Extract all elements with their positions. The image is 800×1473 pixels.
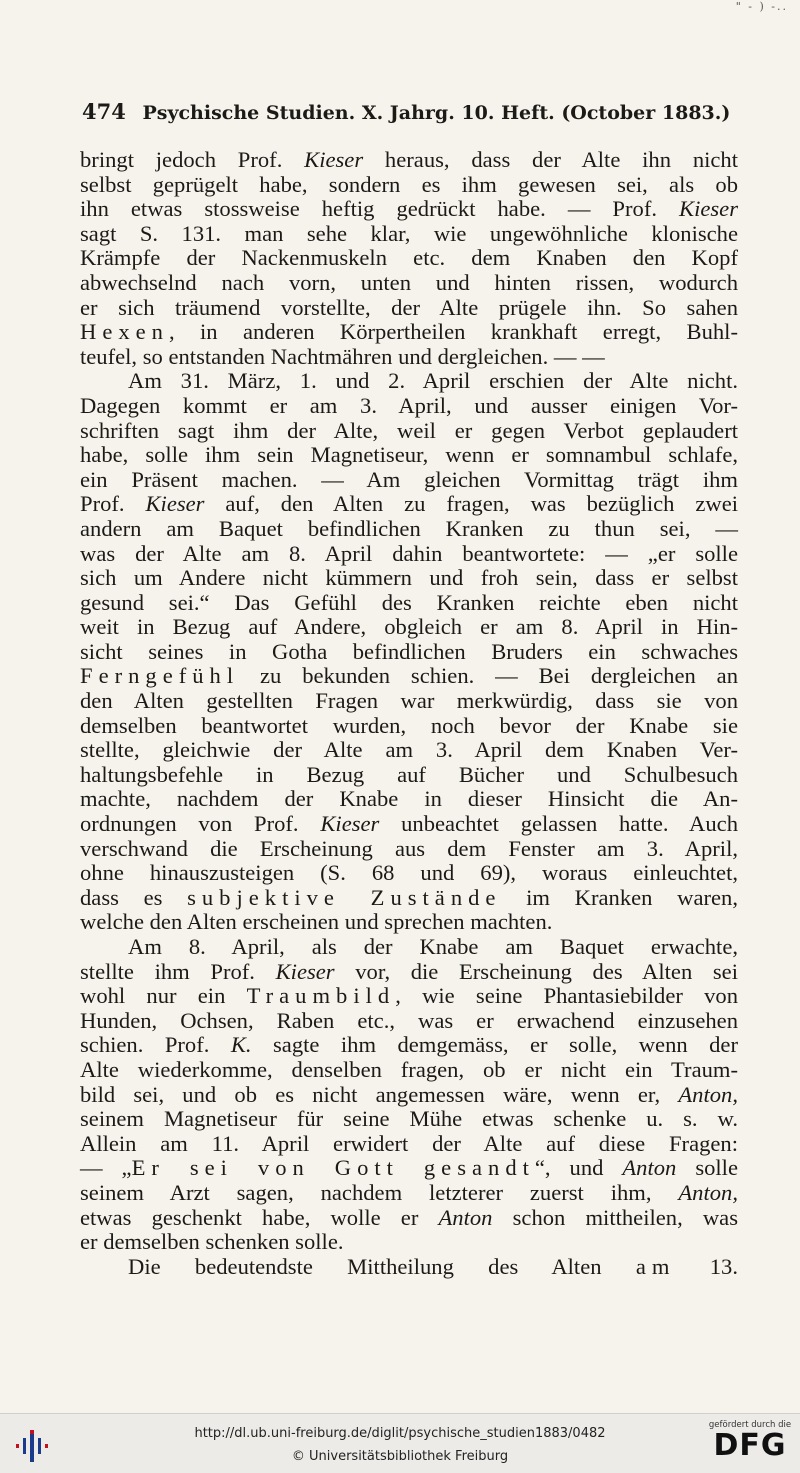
dfg-logo-icon <box>708 1420 792 1470</box>
italic-name: Kieser <box>304 147 364 172</box>
text-line: machte, nachdem der Knabe in dieser Hinsicht die An- <box>80 786 738 812</box>
text-line: Hexen, in anderen Körpertheilen krankhaft erregt, Buhl- <box>80 319 738 345</box>
text-line: Am 31. März, 1. und 2. April erschien der Alte nicht. <box>128 368 738 394</box>
text-line: demselben beantwortet wurden, noch bevor der Knabe sie <box>80 712 738 738</box>
text-line: bringt jedoch Prof. Kieser heraus, dass der Alte ihn nicht <box>80 147 738 172</box>
text-line: teufel, so entstanden Nachtmähren und dergleichen. — — <box>80 343 605 369</box>
italic-name: Anton, <box>678 1179 738 1205</box>
spaced-emphasis: am <box>635 1253 676 1279</box>
text-line: was der Alte am 8. April dahin beantwortete: — „er solle <box>80 540 738 566</box>
spaced-emphasis: Ferngefühl <box>80 663 240 689</box>
text-line: ordnungen von Prof. Kieser unbeachtet gelassen hatte. Auch <box>80 811 738 837</box>
spaced-emphasis: subjektive Zustände <box>187 884 502 910</box>
sponsor-caption: gefördert durch die <box>708 1420 792 1430</box>
text-line: Alte wiederkomme, denselben fragen, ob er nicht ein Traum- <box>80 1056 738 1082</box>
italic-name: Kieser <box>679 196 738 222</box>
text-line: ohne hinauszusteigen (S. 68 und 69), woraus einleuchtet, <box>80 860 738 886</box>
corner-mark: " - ) -.. <box>735 0 788 13</box>
text-line: Allein am 11. April erwidert der Alte auf diese Fragen: <box>80 1130 738 1156</box>
text-line: Prof. Kieser auf, den Alten zu fragen, was bezüglich zwei <box>80 491 738 517</box>
italic-name: Kieser <box>145 491 205 517</box>
text-line: er sich träumend vorstellte, der Alte prügele ihn. So sahen <box>80 294 738 320</box>
running-head <box>82 99 742 124</box>
body-text <box>80 148 738 1279</box>
text-line: weit in Bezug auf Andere, obgleich er am 8. April in Hin- <box>80 614 738 640</box>
text-line: sich um Andere nicht kümmern und froh sein, dass er selbst <box>80 565 738 591</box>
text-line: bild sei, und ob es nicht angemessen wäre, wenn er, Anton, <box>80 1081 738 1107</box>
text-line: sagt S. 131. man sehe klar, wie ungewöhnliche klonische <box>80 220 738 246</box>
journal-title: Psychische Studien. X. Jahrg. 10. Heft. (October 1883.) <box>142 102 731 124</box>
text-line: seinem Arzt sagen, nachdem letzterer zuerst ihm, Anton, <box>80 1179 738 1205</box>
text-line: Dagegen kommt er am 3. April, und ausser einigen Vor- <box>80 392 738 418</box>
italic-name: Anton <box>438 1204 493 1230</box>
viewer-footer <box>0 1413 800 1473</box>
text-line: ein Präsent machen. — Am gleichen Vormittag trägt ihm <box>80 466 738 492</box>
italic-name: K. <box>230 1032 252 1058</box>
text-line: Die bedeutendste Mittheilung des Alten am 13. <box>128 1253 738 1279</box>
text-line: andern am Baquet befindlichen Kranken zu thun sei, — <box>80 515 738 541</box>
document-url[interactable]: http://dl.ub.uni-freiburg.de/diglit/psychische_studien1883/0482 <box>194 1426 606 1441</box>
copyright-notice: © Universitätsbibliothek Freiburg <box>291 1449 509 1464</box>
italic-name: Anton <box>622 1155 677 1181</box>
spaced-emphasis: Traumbild <box>246 983 396 1009</box>
text-line: — „Er sei von Gott gesandt“, und Anton solle <box>80 1155 738 1181</box>
text-line: schien. Prof. K. sagte ihm demgemäss, er solle, wenn der <box>80 1032 738 1058</box>
text-line: habe, solle ihm sein Magnetiseur, wenn er somnambul schlafe, <box>80 442 738 468</box>
spaced-emphasis: Er sei von Gott gesandt <box>131 1155 535 1181</box>
text-line: Krämpfe der Nackenmuskeln etc. dem Knaben den Kopf <box>80 245 738 271</box>
italic-name: Kieser <box>275 958 335 984</box>
text-line: abwechselnd nach vorn, unten und hinten rissen, wodurch <box>80 269 738 295</box>
text-line: sicht seines in Gotha befindlichen Bruders ein schwaches <box>80 638 738 664</box>
text-line: stellte ihm Prof. Kieser vor, die Erscheinung des Alten sei <box>80 958 738 984</box>
text-line: stellte, gleichwie der Alte am 3. April dem Knaben Ver- <box>80 737 738 763</box>
text-line: Ferngefühl zu bekunden schien. — Bei dergleichen an <box>80 663 738 689</box>
text-line: selbst geprügelt habe, sondern es ihm gewesen sei, als ob <box>80 171 738 197</box>
dfg-logo-text: DFG <box>713 1428 787 1463</box>
text-line: welche den Alten erscheinen und sprechen machten. <box>80 909 553 935</box>
text-line: haltungsbefehle in Bezug auf Bücher und Schulbesuch <box>80 761 738 787</box>
text-line: den Alten gestellten Fragen war merkwürdig, dass sie von <box>80 688 738 714</box>
text-line: seinem Magnetiseur für seine Mühe etwas schenke u. s. w. <box>80 1106 738 1132</box>
text-line: verschwand die Erscheinung aus dem Fenster am 3. April, <box>80 835 738 861</box>
page-number: 474 <box>82 99 126 124</box>
text-line: er demselben schenken solle. <box>80 1229 344 1255</box>
text-line: ihn etwas stossweise heftig gedrückt habe. — Prof. Kieser <box>80 196 738 222</box>
italic-name: Kieser <box>320 811 380 837</box>
text-line: wohl nur ein Traumbild, wie seine Phantasiebilder von <box>80 983 738 1009</box>
text-line: dass es subjektive Zustände im Kranken waren, <box>80 884 738 910</box>
text-line: schriften sagt ihm der Alte, weil er gegen Verbot geplaudert <box>80 417 738 443</box>
text-line: Hunden, Ochsen, Raben etc., was er erwachend einzusehen <box>80 1007 738 1033</box>
text-line: gesund sei.“ Das Gefühl des Kranken reichte eben nicht <box>80 589 738 615</box>
spaced-emphasis: Hexen <box>80 319 169 345</box>
text-line: Am 8. April, als der Knabe am Baquet erwachte, <box>128 934 738 959</box>
italic-name: Anton, <box>678 1081 738 1107</box>
text-line: etwas geschenkt habe, wolle er Anton schon mittheilen, was <box>80 1204 738 1230</box>
